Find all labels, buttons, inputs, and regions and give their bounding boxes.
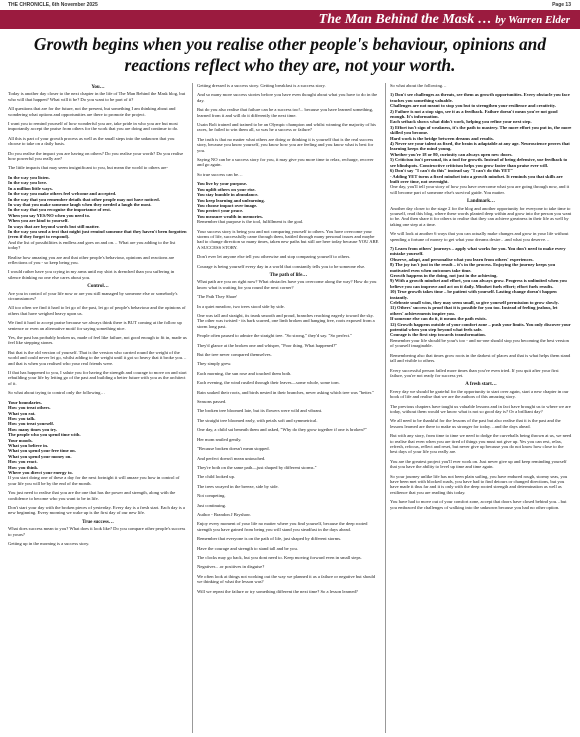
bold-line: What you spend your free time on. (8, 448, 76, 454)
paragraph: We find it hard to accept praise because we always think there is BUT coming at the follow up sentence or even an alternative motif for saying something nice. (8, 320, 182, 331)
column-banner (0, 10, 580, 29)
paragraph: And perfect doesn't mean untouched. (197, 455, 266, 461)
paragraph: Negatives…or positives in disguise? (197, 564, 265, 570)
bold-line: In the way that you remember details that other people may not have noticed. (8, 196, 160, 202)
section-subheading: True success… (82, 519, 114, 525)
bold-line: Courage is the first step towards transformation. (390, 332, 486, 338)
bold-line: You choose impact over image. (197, 202, 258, 208)
paragraph: So true success can be… (197, 171, 243, 177)
bold-line: In the way you listen. (8, 174, 50, 180)
paragraph: Don't start your day with the broken pieces of yesterday. Every day is a fresh start. Each day is a new beginning. Every morning we wake up is the first day of our new life. (8, 505, 185, 516)
page-number: Page 13 (552, 2, 571, 8)
paragraph: They're both on the same path—just shaped by different storms." (197, 464, 317, 470)
paragraph: But with any story, from time to time we need to dodge the curveballs being thrown at us, we need to realise that even when you are tired of things you must not give up. Yes you can rest, relax, refresh, refocus, reflect and reset, but never give up because you do not know how close to the best days of your life you really are. (390, 433, 572, 455)
bold-line: Challenges are not meant to stop you but to strengthen your resilience and creativity. (390, 103, 556, 109)
paragraph: What path are you on right now? What obstacles have you overcome along the way? How do you know what is waiting for you round the next corner? (197, 279, 377, 290)
paragraph: Saying NO can be a success story for you, it may give you more time to relax, recharge, recover and go again. (197, 157, 374, 168)
paragraph: One day, you'll tell your story of how you have overcome what you are going through now, and it will become part of someone else's survival guide. You matter. (390, 184, 570, 195)
paragraph: We often look at things not working out the way we planned it as a failure or negative but should we thinking of what the lesson was? (197, 573, 376, 585)
paragraph: Just continuing. (197, 502, 227, 508)
bold-line: 9) With a growth mindset and effort, you can always grow. Progress is unlimited when you believe you can improve and act on it daily. Mindset fuels effort; effort fuels results. (390, 278, 567, 289)
paragraph: Realise how amazing you are and that other people's behaviour, opinions and reactions are reflections of you - so keep being you. (8, 254, 175, 265)
column-divider (192, 83, 193, 733)
paragraph: Are you in control of your life now or are you still managed by someone else or somebody's circumstances? (8, 290, 178, 301)
article-column-1 (8, 83, 188, 735)
paragraph: Each evening, the wind rustled through their leaves—some whole, some torn. (197, 380, 340, 386)
bold-line: You protect your peace. (197, 208, 244, 214)
paragraph: Will we repeat the failure or try something different the next time? So a lesson learned? (197, 588, 358, 594)
paragraph: Your success story is being you and not comparing yourself to others. You have overcome your storms of life, successfully came through them, battled through many personal issues and maybe had to change direction so many times, taken new paths but still are here today because YOU ARE A SUCCESS STORY. (197, 228, 379, 250)
bold-line: When you say YES/NO when you need to. (8, 212, 91, 218)
bold-line: When you are kind to yourself. (8, 218, 69, 224)
paragraph: Enjoy every moment of your life no matter where you find yourself, because the deep rooted strength you have gained from being you will stand you steadfast in the days ahead. (197, 521, 368, 532)
paragraph: Rain soaked their roots, and birds nested in their branches, never asking which tree was "better." (197, 389, 374, 395)
paragraph: The clocks may go back, but you dont need to. Keep moving forward even in small steps. (197, 554, 362, 560)
paragraph: Seasons passed. (197, 399, 227, 405)
section-subheading: A fresh start… (465, 382, 497, 388)
paragraph: And so many more success stories before you have even thought about what you have to do in the day. (197, 92, 378, 103)
paragraph: Remember your life should be your's too - and no-one should stop you becoming the best version of yourself imaginable. (390, 337, 569, 349)
paragraph: "Because broken doesn't mean stopped. (197, 446, 270, 452)
paragraph: Remembering also that times grow roots in the darkest of places and that is what helps them stand tall and visible to others. (390, 352, 571, 364)
paragraph: If that has happened to you, I salute you for having the strength and courage to move on and start rebuilding your life by letting go of the past and building a better future with you as the architect of it. (8, 370, 187, 386)
paragraph: They'd glance at the broken one and whisper, "Poor thing. What happened?" (197, 342, 338, 348)
bold-line: Your boundaries. (8, 399, 42, 405)
bold-line: In a million little ways. (8, 185, 53, 191)
paragraph: If you start doing one of these a day for the next fortnight it will amaze you how in control of your life you will be by the end of the month. (8, 475, 180, 486)
paragraph: So what about trying to control only the following… (8, 390, 105, 396)
publication-line: THE CHRONICLE, 6th November 2025 (8, 2, 98, 8)
bold-line: 10) True growth takes time – be patient with yourself. Lasting change doesn't happen instantly. (390, 289, 557, 300)
paragraph: Courage is being yourself every day in a world that constantly tells you to be someone else. (197, 263, 366, 269)
paragraph: Each morning, the sun rose and touched them both. (197, 370, 292, 376)
paragraph: The straight tree bloomed early, with petals soft and symmetrical. (197, 417, 318, 423)
bold-line: If someone else can do it, it means the path exists. (390, 316, 487, 322)
section-subheading: Control… (87, 284, 109, 290)
bold-line: Observe, adapt, and personalise what you learn from others' experiences. (390, 256, 534, 262)
bold-line: How many times you try. (8, 426, 58, 432)
bold-line: Whether you're 18 or 80, curiosity can always open new doors. (390, 151, 513, 157)
bold-line: Hard work is the bridge between dreams and results. (390, 135, 494, 141)
paragraph: You just need to realise that you are the one that has the power and strength, along with the confidence to become who you want to be in life. (8, 490, 176, 501)
paragraph: Don't ever let anyone else tell you otherwise and stop comparing yourself to others. (197, 254, 351, 260)
bold-line: In the way you make others feel welcome and accepted. (8, 191, 117, 197)
page-header (0, 0, 580, 9)
bold-line: In the way that you recognise the importance of rest. (8, 207, 111, 213)
paragraph: Usain Bolt trained and trained to be an Olympic champion and whilst winning the majority of his races, he failed to win them all, so was he a success or failure? (197, 122, 376, 133)
section-subheading: You… (91, 85, 105, 90)
paragraph: All this is part of your growth process as well as the small steps into the unknown that you choose to take on a daily basis. (8, 135, 175, 147)
bold-line: Your moods. (8, 437, 33, 443)
bold-line: Celebrate small wins, they may seem small, so give yourself permission to grow slowly. (390, 300, 559, 306)
bold-line: 1) Don't see challenges as threats, see them as growth opportunities. Every obstacle you face teaches you something valuable. (390, 92, 570, 103)
article-column-3 (390, 83, 572, 735)
paragraph: So what about the following… (390, 83, 447, 88)
section-subheading: The path of life… (269, 272, 308, 278)
column-author: by Warren Elder (495, 14, 570, 26)
column-divider (385, 83, 386, 733)
paragraph: The truth is that no matter what others are doing or thinking it is yourself that is the real success story, because you know yourself, you know how you are feeling and you know what is best for you. (197, 136, 374, 153)
bold-line: In ways that are beyond words but still matter. (8, 223, 100, 229)
bold-line: 5) Criticism isn't personal, its a tool for growth. Instead of being defensive, use feedback to see blindspots. Constructive criticism helps you grow faster than praise ever will. (390, 157, 568, 168)
paragraph: 'The Path They Share' (197, 294, 238, 300)
bold-line: You keep learning and unlearning. (197, 197, 265, 203)
bold-line: 11) Others' success is proof that it is possible for you too. Instead of feeling jealous, let others' achievements inspire you. (390, 305, 558, 316)
paragraph: Getting up in the morning is a success story. (8, 541, 90, 547)
banner-title (319, 12, 570, 28)
paragraph: Her mom smiled gently. (197, 436, 242, 442)
bold-line: How you talk. (8, 415, 36, 421)
paragraph: But do you also realise that failure can be a success too!... because you have learned something, learned from it and will do it differently the next time. (197, 107, 374, 118)
paragraph: All too often we find it hard to let go of the past, let go of people's behaviour and the opinions of others that have weighed heavy upon us. (8, 305, 186, 316)
paragraph: We will look at another 6 ways that you can actually make changes and grow in your life without spending a fortune of money to get what your dreams desire…and what you deserve… (390, 231, 569, 242)
paragraph: You have had to move out of your comfort zone, accept that doors have closed behind you…but you embraced the challenges of walking into the unknown because you had no other option. (390, 499, 567, 510)
bold-line: Each setback shows what didn't work, helping you refine your next step. (390, 119, 532, 125)
section-subheading: Landmark… (466, 199, 496, 205)
paragraph: The broken tree bloomed late, but its flowers were wild and vibrant. (197, 408, 323, 414)
paragraph: But that is the old version of yourself. That is the version who carried round the weight of the world and could never let go, whilst adding to the weight until it got so heavy that it broke you…and that is when you realised who your real friends were. (8, 349, 187, 366)
bold-line: You stay humble in abundance. (197, 192, 259, 198)
bold-line: How you think. (8, 464, 39, 470)
bold-line: In the way you send a text that might just remind someone that they haven't been forgotten (even if they forget to respond). (8, 228, 187, 240)
bold-line: What you believe in. (8, 442, 49, 448)
bold-line: How you treat yourself. (8, 421, 55, 427)
bold-line: 8) The joy isn't just in the result – it's in the process. Enjoying the journey keeps you motivated even when outcomes take time. (390, 262, 556, 273)
paragraph: Today is another day closer to the next chapter in the life of The Man Behind the Mask blog, but who will that happen? What will it be? Do you want to be part of it? (8, 91, 186, 102)
paragraph: Yes, the past has probably broken us, made of feel like failure, not good enough to fit in, made us feel like stepping stones. (8, 335, 187, 346)
bold-line: How you treat others. (8, 405, 51, 411)
paragraph: Do you realise the impact you are having on others? Do you realise your worth? Do you realise how powerful you really are? (8, 150, 184, 162)
paragraph: The trees swayed in the breeze, side by side. (197, 483, 279, 489)
paragraph: Author - Brandon J Bryshaw. (197, 511, 251, 517)
bold-line: 7) Learn from others' journeys – apply what works for you. You don't need to make every mistake yourself. (390, 245, 566, 257)
bold-line: How you react. (8, 459, 38, 465)
bold-line: 2) Failure is not a stop sign, see it as a feedback. Failure doesn't mean you're not good enough. It's information. (390, 108, 558, 120)
bold-line: The people who you spend time with. (8, 432, 81, 438)
paragraph: One was tall and straight, its trunk smooth and proud, branches reaching eagerly toward the sky. The other was twisted - its bark scarred, one limb broken and hanging free, roots exposed from a storm long past. (197, 313, 375, 329)
article-column-2 (197, 83, 380, 735)
bold-line: What you eat. (8, 410, 36, 416)
paragraph: The child looked up. (197, 474, 236, 480)
paragraph: They simply grew. (197, 361, 232, 367)
paragraph: Getting dressed is a success story. Getting breakfast is a success story. (197, 83, 326, 88)
paragraph: Remember that everyone is on the path of life, just shaped by different storms. (197, 536, 342, 542)
bold-line: You uplift others on your rise. (197, 186, 256, 192)
column-title: The Man Behind the Mask … (318, 12, 492, 27)
paragraph: Every successful person failed more times than you've even tried. If you quit after your first failure, you're not ready for success yet. (390, 367, 559, 378)
paragraph: But the tree never compared themselves. (197, 352, 272, 358)
bold-line: In way that you make someone laugh when they needed a laugh the most. (8, 201, 152, 207)
paragraph: Have the courage and strength to stand tall and be you. (197, 545, 298, 551)
bold-line: 6) Don't say "I can't do this" instead say "I can't do this YET" (390, 168, 513, 174)
bold-line: Growth happens in the doing, not just in the achieving. (390, 273, 498, 278)
paragraph: All questions that are for the future, not the present, but something I am thinking about and wondering what options and opportunities are there to promote the project. (8, 106, 176, 117)
paragraph: The previous chapters have taught us valuable lessons and in fact have brought us to where we are today, without them would we know what is not so good day is? Or a brilliant day? (390, 403, 571, 414)
bold-line: What you spend your money on. (8, 453, 72, 459)
bold-line: 3) Effort isn't sign of weakness, it's the path to mastery. The more effort you put in, the more skilled you become. (390, 124, 572, 136)
paragraph: The little impacts that may seem insignificant to you, but mean the world to others are- (8, 165, 168, 171)
paragraph: Another day closer to the stage 2 for the blog and another opportunity for everyone to take time to yourself, read this blog, where these words planted deep within and grow into the person you want to be. And then share it for others to realise that they can achieve greatness in their life as well by taking one step at a time. (390, 205, 572, 227)
paragraph: You are the greatest project you'll ever work on. Just never give up and keep reminding yourself that you have the ability to level up time and time again. (390, 458, 567, 470)
paragraph: One day, a child sat beneath them and asked, "Why do they grow together if one is broken?" (197, 427, 367, 433)
bold-line: You live by your purpose. (197, 181, 248, 187)
paragraph: People often paused to admire the straight tree. "So strong," they'd say. "So perfect." (197, 333, 353, 339)
paragraph: Remember that purpose is the tool, fulfillment is the goal. (197, 219, 304, 225)
paragraph: And the list of possibilities is endless and goes on and on… What are you adding to the list today? (8, 239, 176, 251)
bold-line: - Adding YET turns a fixed mindset into a growth mindset. It reminds you that skills are built over time, not overnight. (390, 173, 563, 184)
paragraph: So your journey unlike life has not been plain sailing, you have endured rough, stormy seas, you have been met with blocked roads, you have had to find detours or changed directions, but you have made it thus far and it is only with the deep rooted strength and determination as well as resilience that you are reading this today. (390, 473, 568, 495)
paragraph: Every day we should be grateful for the opportunity to start over again, start a new chapter in our book of life and realise that we are the authors of this amazing story. (390, 388, 569, 400)
paragraph: I want you to remind yourself of how wonderful you are, take pride in who you are but most importantly accept the praise from others for the work that you are doing and continue to do. (8, 121, 179, 132)
bold-line: In the way you love. (8, 180, 48, 186)
paragraph: In a quiet meadow, two trees stood side by side. (197, 303, 285, 309)
bold-line: Where you direct your energy to. (8, 469, 73, 475)
bold-line: 12) Growth happens outside of your comfort zone – push your limits. You only discover your potential when you step beyond what feels safe. (390, 321, 571, 333)
paragraph: Not competing. (197, 493, 226, 499)
paragraph: I would rather have you crying in my arms until my shirt is drenched than you suffering in silence thinking no one else cares about you. (8, 269, 175, 280)
bold-line: 4) Never see your talent as fixed, the brain is adaptable at any age. Neuroscience proves that learning keeps the mind young. (390, 141, 570, 152)
paragraph: What does success mean to you? What does it look like? Do you compare other people's success to yours? (8, 526, 186, 537)
bold-line: You measure wealth in memories. (197, 213, 263, 219)
article-headline: Growth begins when you realise other people's behaviour, opinions and reactions reflect who they are, not your worth. (33, 34, 547, 75)
paragraph: We all need to be thankful for the lessons of the past but also realise that it is the past and the lessons learned are there to make us stronger for today…and the days ahead. (390, 418, 561, 429)
